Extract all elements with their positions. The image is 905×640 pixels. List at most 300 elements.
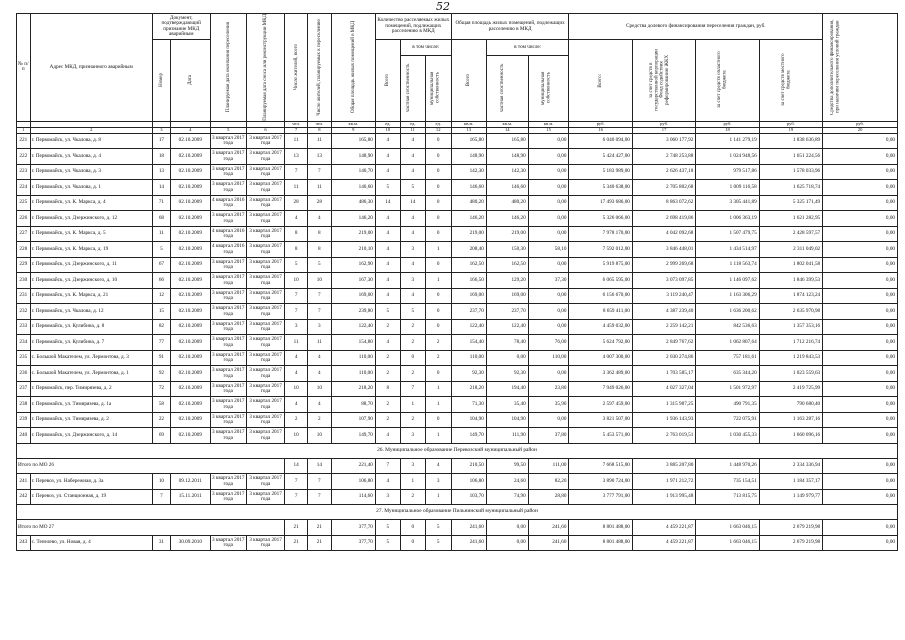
value-cell-c20: 0,00	[823, 489, 898, 505]
value-cell-c15: 0,00	[528, 164, 569, 180]
value-cell-c12: 1	[425, 242, 451, 258]
total-cell-c8: 21	[307, 520, 331, 536]
value-cell-c14: 78,40	[486, 335, 528, 351]
unit-cell: ед.	[425, 121, 451, 127]
table-row	[17, 164, 898, 180]
relocation-date-cell: 3 квартал 2017 года	[210, 304, 246, 320]
value-cell-c17: 2 030 274,86	[632, 350, 695, 366]
value-cell-c17: 2 999 269,68	[632, 257, 695, 273]
address-cell: г. Первомайск, ул. Чкалова, д. 1	[30, 180, 152, 196]
demolition-date-cell: 3 квартал 2017 года	[246, 412, 284, 428]
value-cell-c14: 0,00	[486, 535, 528, 551]
value-cell-c12: 0	[425, 226, 451, 242]
header-rooms-private: частная собственность	[400, 55, 425, 121]
doc-number-cell: 58	[152, 397, 170, 413]
address-cell: г. Первомайск, ул. Дзержинского, д. 14	[30, 428, 152, 444]
demolition-date-cell: 3 квартал 2017 года	[246, 319, 284, 335]
value-cell-c17: 1 971 212,72	[632, 474, 695, 490]
value-cell-c20: 0,00	[823, 428, 898, 444]
value-cell-c20: 0,00	[823, 226, 898, 242]
value-cell-c16: 5 326 066,00	[569, 211, 632, 227]
unit-cell: кв.м.	[486, 121, 528, 127]
value-cell-c12: 0	[425, 195, 451, 211]
page-number: 52	[436, 0, 450, 13]
value-cell-c20: 0,00	[823, 195, 898, 211]
table-row	[17, 149, 898, 165]
value-cell-c7: 10	[285, 273, 308, 289]
value-cell-c19: 1 846 399,53	[759, 273, 822, 289]
doc-number-cell: 69	[152, 428, 170, 444]
value-cell-c17: 2 763 019,51	[632, 428, 695, 444]
value-cell-c16: 4 007 300,00	[569, 350, 632, 366]
value-cell-c14: 129,20	[486, 273, 528, 289]
value-cell-c8: 7	[307, 164, 331, 180]
relocation-date-cell: 3 квартал 2017 года	[210, 164, 246, 180]
value-cell-c9: 210,10	[331, 242, 375, 258]
value-cell-c14: 165,80	[486, 133, 528, 149]
header-planned-demolition: Планируемая дата сноса или реконструкции МКД	[246, 14, 284, 122]
header-address: Адрес МКД, признанного аварийным	[30, 14, 152, 122]
relocation-date-cell: 3 квартал 2017 года	[210, 288, 246, 304]
header-area-incl: в том числе:	[486, 40, 569, 56]
value-cell-c7: 11	[285, 133, 308, 149]
value-cell-c11: 0	[400, 350, 425, 366]
value-cell-c13: 148,90	[451, 149, 486, 165]
doc-date-cell: 02.10.2009	[170, 397, 210, 413]
value-cell-c9: 154,80	[331, 335, 375, 351]
value-cell-c7: 8	[285, 242, 308, 258]
value-cell-c14: 111,90	[486, 428, 528, 444]
value-cell-c13: 142,30	[451, 164, 486, 180]
header-doc-number: Номер	[152, 40, 170, 122]
value-cell-c19: 1 149 979,77	[759, 489, 822, 505]
value-cell-c13: 92,30	[451, 366, 486, 382]
value-cell-c19: 1 651 224,56	[759, 149, 822, 165]
value-cell-c15: 0,00	[528, 149, 569, 165]
value-cell-c10: 5	[375, 180, 400, 196]
value-cell-c12: 0	[425, 288, 451, 304]
row-number: 236	[17, 366, 31, 382]
section-mo27	[17, 505, 898, 536]
value-cell-c10: 4	[375, 257, 400, 273]
value-cell-c8: 10	[307, 428, 331, 444]
demolition-date-cell: 3 квартал 2017 года	[246, 211, 284, 227]
value-cell-c13: 104,90	[451, 412, 486, 428]
value-cell-c10: 4	[375, 242, 400, 258]
index-cell: 3	[152, 127, 170, 133]
value-cell-c16: 5 183 989,00	[569, 164, 632, 180]
value-cell-c12: 0	[425, 366, 451, 382]
value-cell-c11: 4	[400, 211, 425, 227]
value-cell-c19: 1 163 287,16	[759, 412, 822, 428]
value-cell-c15: 0,00	[528, 257, 569, 273]
total-cell-c12: 5	[425, 520, 451, 536]
value-cell-c19: 1 874 123,24	[759, 288, 822, 304]
relocation-date-cell: 3 квартал 2017 года	[210, 535, 246, 551]
address-cell: г. Первомайск, ул. Тимирязева, д. 1а	[30, 397, 152, 413]
value-cell-c17: 2 705 802,68	[632, 180, 695, 196]
value-cell-c16: 5 340 638,00	[569, 180, 632, 196]
row-number: 227	[17, 226, 31, 242]
value-cell-c15: 0,00	[528, 304, 569, 320]
value-cell-c15: 0,00	[528, 211, 569, 227]
table-header	[17, 14, 898, 134]
value-cell-c12: 0	[425, 149, 451, 165]
doc-date-cell: 30.09.2010	[170, 535, 210, 551]
value-cell-c7: 13	[285, 149, 308, 165]
total-cell-c19: 2 334 336,94	[759, 458, 822, 474]
value-cell-c7: 4	[285, 397, 308, 413]
doc-number-cell: 7	[152, 489, 170, 505]
doc-date-cell: 15.11.2011	[170, 489, 210, 505]
value-cell-c16: 7 592 012,00	[569, 242, 632, 258]
relocation-date-cell: 3 квартал 2017 года	[210, 257, 246, 273]
doc-date-cell: 02.10.2009	[170, 428, 210, 444]
value-cell-c9: 486,30	[331, 195, 375, 211]
index-cell: 13	[451, 127, 486, 133]
doc-number-cell: 31	[152, 535, 170, 551]
index-cell: 5	[210, 127, 246, 133]
value-cell-c17: 1 315 987,25	[632, 397, 695, 413]
value-cell-c19: 1 219 843,53	[759, 350, 822, 366]
total-row-27	[17, 520, 898, 536]
doc-date-cell: 02.10.2009	[170, 149, 210, 165]
value-cell-c12: 1	[425, 381, 451, 397]
row-number: 233	[17, 319, 31, 335]
demolition-date-cell: 3 квартал 2017 года	[246, 288, 284, 304]
value-cell-c11: 1	[400, 397, 425, 413]
value-cell-c14: 0,00	[486, 350, 528, 366]
table-row	[17, 195, 898, 211]
value-cell-c18: 1 009 116,58	[696, 180, 759, 196]
value-cell-c12: 0	[425, 257, 451, 273]
value-cell-c13: 146,20	[451, 211, 486, 227]
value-cell-c11: 4	[400, 257, 425, 273]
index-cell: 19	[759, 127, 822, 133]
section-title-26: 26. Муниципальное образование Перевозский муниципальный район	[17, 443, 898, 458]
demolition-date-cell: 3 квартал 2017 года	[246, 242, 284, 258]
value-cell-c20: 0,00	[823, 381, 898, 397]
demolition-date-cell: 3 квартал 2017 года	[246, 195, 284, 211]
value-cell-c9: 219,00	[331, 226, 375, 242]
doc-date-cell: 09.12.2011	[170, 474, 210, 490]
value-cell-c11: 2	[400, 366, 425, 382]
rows-mo27	[17, 535, 898, 551]
value-cell-c19: 1 184 357,17	[759, 474, 822, 490]
value-cell-c15: 241,60	[528, 535, 569, 551]
value-cell-c10: 5	[375, 535, 400, 551]
doc-date-cell: 02.10.2009	[170, 211, 210, 227]
total-cell-c13: 241,60	[451, 520, 486, 536]
header-area-group: Общая площадь жилых помещений, подлежащих расселению в МКД	[451, 14, 569, 40]
value-cell-c18: 1 163 306,29	[696, 288, 759, 304]
unit-cell: руб.	[759, 121, 822, 127]
value-cell-c9: 148,90	[331, 149, 375, 165]
value-cell-c17: 2 748 253,88	[632, 149, 695, 165]
doc-number-cell: 14	[152, 180, 170, 196]
value-cell-c10: 2	[375, 319, 400, 335]
value-cell-c14: 74,90	[486, 489, 528, 505]
value-cell-c17: 2 849 767,62	[632, 335, 695, 351]
row-number: 238	[17, 397, 31, 413]
value-cell-c9: 110,00	[331, 350, 375, 366]
value-cell-c9: 122,40	[331, 319, 375, 335]
value-cell-c11: 5	[400, 304, 425, 320]
value-cell-c16: 5 453 571,00	[569, 428, 632, 444]
total-cell-c10: 5	[375, 520, 400, 536]
doc-date-cell: 02.10.2009	[170, 226, 210, 242]
value-cell-c17: 4 027 327,04	[632, 381, 695, 397]
value-cell-c16: 3 777 791,00	[569, 489, 632, 505]
total-cell-c14: 0,00	[486, 520, 528, 536]
address-cell: г. Первомайск, ул. Дзержинского, д. 12	[30, 211, 152, 227]
doc-number-cell: 77	[152, 335, 170, 351]
value-cell-c10: 4	[375, 164, 400, 180]
relocation-date-cell: 3 квартал 2017 года	[210, 350, 246, 366]
header-rooms-group: Количество расселяемых жилых помещений, подлежащих расселению в МКД	[375, 14, 451, 40]
value-cell-c11: 1	[400, 474, 425, 490]
value-cell-c17: 3 060 177,92	[632, 133, 695, 149]
rows-mo25	[17, 133, 898, 443]
value-cell-c14: 219,00	[486, 226, 528, 242]
value-cell-c10: 8	[375, 381, 400, 397]
doc-number-cell: 92	[152, 366, 170, 382]
relocation-date-cell: 3 квартал 2017 года	[210, 335, 246, 351]
value-cell-c8: 7	[307, 288, 331, 304]
value-cell-c7: 4	[285, 366, 308, 382]
value-cell-c9: 106,80	[331, 474, 375, 490]
value-cell-c17: 3 119 240,47	[632, 288, 695, 304]
value-cell-c11: 4	[400, 164, 425, 180]
value-cell-c9: 107,90	[331, 412, 375, 428]
index-cell: 12	[425, 127, 451, 133]
header-fund-regional: за счет средств областного бюджета	[696, 40, 759, 122]
demolition-date-cell: 3 квартал 2017 года	[246, 257, 284, 273]
header-total-area: Общая площадь жилых помещений в МКД	[331, 14, 375, 122]
address-cell: с. Большой Макателем, ул. Лермонтова, д. 3	[30, 350, 152, 366]
value-cell-c12: 0	[425, 211, 451, 227]
value-cell-c12: 3	[425, 474, 451, 490]
value-cell-c19: 1 578 033,96	[759, 164, 822, 180]
value-cell-c7: 8	[285, 226, 308, 242]
doc-number-cell: 11	[152, 226, 170, 242]
unit-cell: кв.м.	[528, 121, 569, 127]
value-cell-c11: 3	[400, 428, 425, 444]
value-cell-c20: 0,00	[823, 319, 898, 335]
index-cell: 18	[696, 127, 759, 133]
value-cell-c14: 150,30	[486, 242, 528, 258]
value-cell-c13: 237,70	[451, 304, 486, 320]
total-cell-c16: 7 668 515,00	[569, 458, 632, 474]
header-area-municipal: муниципальная собственность	[528, 55, 569, 121]
address-cell: г. Первомайск, ул. К. Маркса, д. 5	[30, 226, 152, 242]
value-cell-c9: 146,20	[331, 211, 375, 227]
value-cell-c19: 790 680,40	[759, 397, 822, 413]
header-doc-group: Документ, подтверждающий признание МКД аварийным	[152, 14, 210, 40]
total-cell-c7: 14	[285, 458, 308, 474]
value-cell-c10: 4	[375, 211, 400, 227]
value-cell-c16: 7 978 170,00	[569, 226, 632, 242]
value-cell-c15: 23,80	[528, 381, 569, 397]
doc-date-cell: 02.10.2009	[170, 304, 210, 320]
relocation-date-cell: 3 квартал 2017 года	[210, 133, 246, 149]
value-cell-c14: 169,00	[486, 288, 528, 304]
doc-number-cell: 22	[152, 412, 170, 428]
doc-date-cell: 02.10.2009	[170, 412, 210, 428]
value-cell-c17: 3 846 448,01	[632, 242, 695, 258]
value-cell-c17: 2 698 419,86	[632, 211, 695, 227]
value-cell-c14: 24,60	[486, 474, 528, 490]
doc-date-cell: 02.10.2009	[170, 242, 210, 258]
value-cell-c18: 842 536,63	[696, 319, 759, 335]
value-cell-c15: 0,00	[528, 288, 569, 304]
total-cell-c18: 1 448 970,26	[696, 458, 759, 474]
value-cell-c11: 4	[400, 149, 425, 165]
value-cell-c8: 8	[307, 226, 331, 242]
doc-date-cell: 02.10.2009	[170, 164, 210, 180]
doc-number-cell: 66	[152, 273, 170, 289]
value-cell-c18: 3 305 441,89	[696, 195, 759, 211]
value-cell-c13: 169,00	[451, 288, 486, 304]
value-cell-c17: 8 863 072,62	[632, 195, 695, 211]
unit-cell: кв.м.	[331, 121, 375, 127]
section-title-27: 27. Муниципальное образование Пильнинский муниципальный район	[17, 505, 898, 520]
relocation-date-cell: 3 квартал 2017 года	[210, 428, 246, 444]
index-cell: 2	[30, 127, 152, 133]
index-cell: 15	[528, 127, 569, 133]
total-cell-c15: 111,00	[528, 458, 569, 474]
header-num: № п/п	[17, 14, 31, 122]
value-cell-c14: 122,40	[486, 319, 528, 335]
value-cell-c16: 17 493 686,00	[569, 195, 632, 211]
value-cell-c16: 3 890 724,00	[569, 474, 632, 490]
value-cell-c7: 7	[285, 474, 308, 490]
value-cell-c12: 0	[425, 319, 451, 335]
value-cell-c18: 1 636 200,62	[696, 304, 759, 320]
row-number: 225	[17, 195, 31, 211]
value-cell-c12: 0	[425, 412, 451, 428]
value-cell-c20: 0,00	[823, 242, 898, 258]
value-cell-c10: 4	[375, 226, 400, 242]
value-cell-c18: 1 146 097,62	[696, 273, 759, 289]
total-cell-c9: 221,40	[331, 458, 375, 474]
index-cell: 11	[400, 127, 425, 133]
address-cell: г. Перевоз, ул. Станционная, д. 19	[30, 489, 152, 505]
value-cell-c7: 2	[285, 412, 308, 428]
value-cell-c9: 162,90	[331, 257, 375, 273]
value-cell-c17: 2 259 142,21	[632, 319, 695, 335]
value-cell-c10: 4	[375, 133, 400, 149]
table-row	[17, 335, 898, 351]
value-cell-c14: 162,50	[486, 257, 528, 273]
value-cell-c8: 13	[307, 149, 331, 165]
demolition-date-cell: 3 квартал 2017 года	[246, 397, 284, 413]
value-cell-c15: 0,00	[528, 319, 569, 335]
value-cell-c15: 0,00	[528, 180, 569, 196]
value-cell-c18: 1 030 455,33	[696, 428, 759, 444]
value-cell-c11: 5	[400, 180, 425, 196]
row-number: 224	[17, 180, 31, 196]
value-cell-c15: 76,00	[528, 335, 569, 351]
header-fund-local: за счет средств местного бюджета	[759, 40, 822, 122]
value-cell-c11: 3	[400, 273, 425, 289]
value-cell-c7: 7	[285, 489, 308, 505]
value-cell-c10: 4	[375, 474, 400, 490]
value-cell-c7: 10	[285, 381, 308, 397]
address-cell: г. Первомайск, ул. Чкалова, д. 4	[30, 149, 152, 165]
value-cell-c20: 0,00	[823, 257, 898, 273]
value-cell-c9: 239,80	[331, 304, 375, 320]
value-cell-c8: 28	[307, 195, 331, 211]
value-cell-c11: 2	[400, 412, 425, 428]
value-cell-c15: 58,10	[528, 242, 569, 258]
value-cell-c17: 4 042 092,68	[632, 226, 695, 242]
doc-number-cell: 67	[152, 257, 170, 273]
value-cell-c18: 1 501 972,97	[696, 381, 759, 397]
value-cell-c18: 1 062 807,64	[696, 335, 759, 351]
total-cell-c19: 2 679 219,98	[759, 520, 822, 536]
value-cell-c10: 4	[375, 273, 400, 289]
row-number: 230	[17, 273, 31, 289]
address-cell: г. Первомайск, ул. К. Маркса, д. 4	[30, 195, 152, 211]
value-cell-c9: 149,70	[331, 428, 375, 444]
demolition-date-cell: 3 квартал 2017 года	[246, 133, 284, 149]
value-cell-c12: 0	[425, 164, 451, 180]
value-cell-c13: 146,60	[451, 180, 486, 196]
value-cell-c11: 7	[400, 381, 425, 397]
value-cell-c12: 2	[425, 350, 451, 366]
value-cell-c19: 2 635 970,98	[759, 304, 822, 320]
demolition-date-cell: 3 квартал 2017 года	[246, 180, 284, 196]
value-cell-c9: 110,00	[331, 366, 375, 382]
demolition-date-cell: 3 квартал 2017 года	[246, 474, 284, 490]
value-cell-c7: 21	[285, 535, 308, 551]
total-row-26	[17, 458, 898, 474]
value-cell-c16: 3 821 507,00	[569, 412, 632, 428]
value-cell-c18: 1 024 948,56	[696, 149, 759, 165]
header-planned-relocation: Планируемая дата окончания переселения	[210, 14, 246, 122]
value-cell-c7: 7	[285, 164, 308, 180]
doc-date-cell: 02.10.2009	[170, 335, 210, 351]
header-area-private: частная собственность	[486, 55, 528, 121]
value-cell-c8: 4	[307, 366, 331, 382]
value-cell-c8: 21	[307, 535, 331, 551]
index-cell: 10	[375, 127, 400, 133]
doc-number-cell: 17	[152, 133, 170, 149]
address-cell: г. Первомайск, ул. Кулибина, д. 7	[30, 335, 152, 351]
total-cell-c15: 241,60	[528, 520, 569, 536]
value-cell-c16: 8 659 411,00	[569, 304, 632, 320]
value-cell-c16: 7 949 026,00	[569, 381, 632, 397]
row-number: 240	[17, 428, 31, 444]
resettlement-table	[16, 13, 898, 551]
header-rooms-total: Всего	[375, 40, 400, 122]
value-cell-c8: 4	[307, 397, 331, 413]
value-cell-c10: 4	[375, 428, 400, 444]
relocation-date-cell: 3 квартал 2017 года	[210, 474, 246, 490]
value-cell-c20: 0,00	[823, 164, 898, 180]
value-cell-c16: 5 919 875,00	[569, 257, 632, 273]
doc-number-cell: 5	[152, 242, 170, 258]
value-cell-c12: 0	[425, 180, 451, 196]
doc-date-cell: 02.10.2009	[170, 288, 210, 304]
address-cell: г. Первомайск, ул. Дзержинского, д. 11	[30, 257, 152, 273]
value-cell-c14: 237,70	[486, 304, 528, 320]
header-fund-fond: за счет средств в государственной корпорации Фонд содействия реформированию ЖКХ	[632, 40, 695, 122]
demolition-date-cell: 3 квартал 2017 года	[246, 489, 284, 505]
value-cell-c18: 713 815,75	[696, 489, 759, 505]
value-cell-c12: 0	[425, 133, 451, 149]
